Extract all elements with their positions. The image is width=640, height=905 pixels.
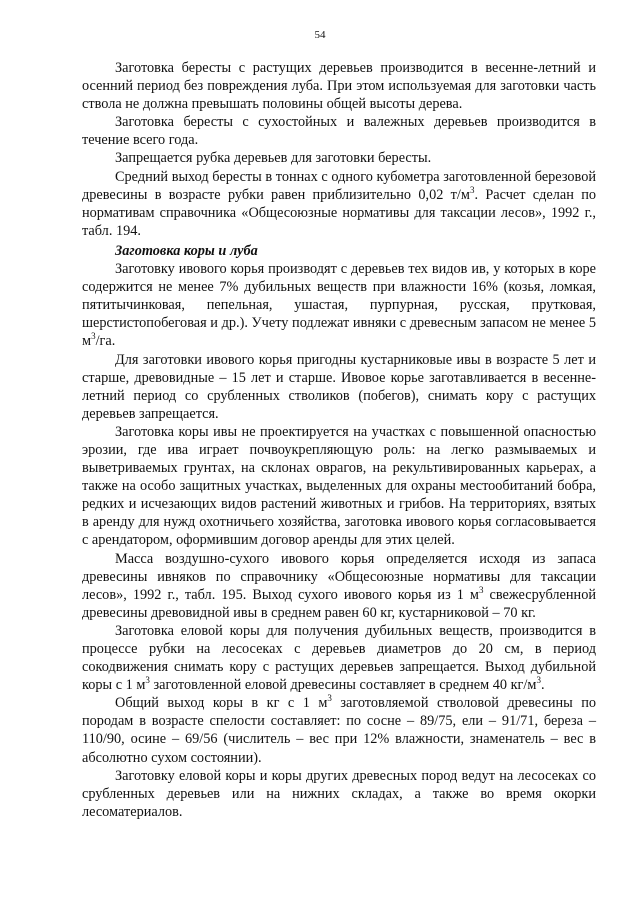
page-number: 54 xyxy=(314,29,326,41)
text-run: Заготовка бересты с сухостойных и валежных деревьев производится в течение всего года. xyxy=(82,114,596,149)
text-run: /га. xyxy=(95,333,116,350)
text-run: Заготовка еловой коры для получения дубильных веществ, производится в процессе рубки на лесосеках с деревьев диаметров до 20 см, в период сокодвижения снимать кору с растущих деревьев запрещается. Выход дубильной коры с 1 м xyxy=(82,622,596,694)
text-run: заготовленной еловой древесины составляет в среднем 40 кг/м xyxy=(149,677,537,694)
superscript: 3 xyxy=(536,675,541,686)
paragraph xyxy=(82,113,596,149)
text-run: Заготовка коры и луба xyxy=(115,242,258,259)
page-body xyxy=(82,59,596,821)
text-run: Заготовку еловой коры и коры других древесных пород ведут на лесосеках со срубленных деревьев или на нижних складах, а также во время окорки лесоматериалов. xyxy=(82,767,596,820)
text-run: Запрещается рубка деревьев для заготовки бересты. xyxy=(115,150,432,167)
text-run: . xyxy=(540,677,545,694)
superscript: 3 xyxy=(478,584,484,595)
text-run: . Расчет сделан по нормативам справочника «Общесоюзные нормативы для таксации лесов», 1992 г., табл. 194. xyxy=(82,186,596,239)
text-run: заготовляемой стволовой древесины по породам в возрасте спелости составляет: по сосне – 89/75, ели – 91/71, береза – 110/90, осине – 69/56 (числитель – вес при 12% влажности, знаменатель – вес в абсолютно сухом состоянии). xyxy=(82,695,597,766)
superscript: 3 xyxy=(91,331,96,342)
paragraph xyxy=(82,550,596,622)
text-run: свежесрубленной древесины древовидной ивы в среднем равен 60 кг, кустарниковой – 70 кг. xyxy=(82,586,597,621)
text-run: Масса воздушно-сухого ивового корья определяется исходя из запаса древесины ивняков по справочнику «Общесоюзные нормативы для таксации лесов», 1992 г., табл. 195. Выход сухого ивового корья из 1 м xyxy=(82,550,596,603)
paragraph xyxy=(82,423,596,550)
paragraph xyxy=(82,351,596,423)
paragraph xyxy=(82,59,596,113)
paragraph xyxy=(82,260,596,350)
text-run: Заготовка бересты с растущих деревьев производится в весенне-летний и осенний период без повреждения луба. При этом используемая для заготовки часть ствола не должна превышать половины общей высоты дерева. xyxy=(82,60,596,113)
text-run: Средний выход бересты в тоннах с одного кубометра заготовленной березовой древесины в возрасте рубки равен приблизительно 0,02 т/м xyxy=(82,168,596,203)
paragraph xyxy=(82,168,596,240)
text-run: Заготовка коры ивы не проектируется на участках с повышенной опасностью эрозии, где ива играет почвоукрепляющую роль: на легко размываемых и выветриваемых грунтах, на склонах оврагов, на рекультивированных карьерах, а также на особо защитных участках, выделенных для охраны местообитаний бобра, редких и исчезающих видов растений животных и грибов. На территориях, взятых в аренду для нужд охотничьего хозяйства, заготовка ивового корья согласовывается с арендатором, оформившим договор аренды для этих целей. xyxy=(82,423,596,549)
text-run: Общий выход коры в кг с 1 м xyxy=(115,695,328,712)
text-run: Заготовку ивового корья производят с деревьев тех видов ив, у которых в коре содержится не менее 7% дубильных веществ при влажности 16% (козья, ломкая, пятитычинковая, пепельная, ушастая, пурпурная, русская, прутковая, шерстистопобеговая и др.). Учету подлежат ивняки с древесным запасом не менее 5 м xyxy=(82,261,596,350)
superscript: 3 xyxy=(327,693,332,704)
paragraph xyxy=(82,767,596,821)
paragraph xyxy=(82,149,596,167)
superscript: 3 xyxy=(145,675,150,686)
section-heading xyxy=(82,242,596,260)
paragraph xyxy=(82,622,596,694)
text-run: Для заготовки ивового корья пригодны кустарниковые ивы в возрасте 5 лет и старше, древовидные – 15 лет и старше. Ивовое корье заготавливается в весенне-летний период со срубленных стволиков (побегов), снимать кору с растущих деревьев запрещается. xyxy=(82,351,596,422)
paragraph xyxy=(82,694,596,766)
superscript: 3 xyxy=(469,184,475,195)
